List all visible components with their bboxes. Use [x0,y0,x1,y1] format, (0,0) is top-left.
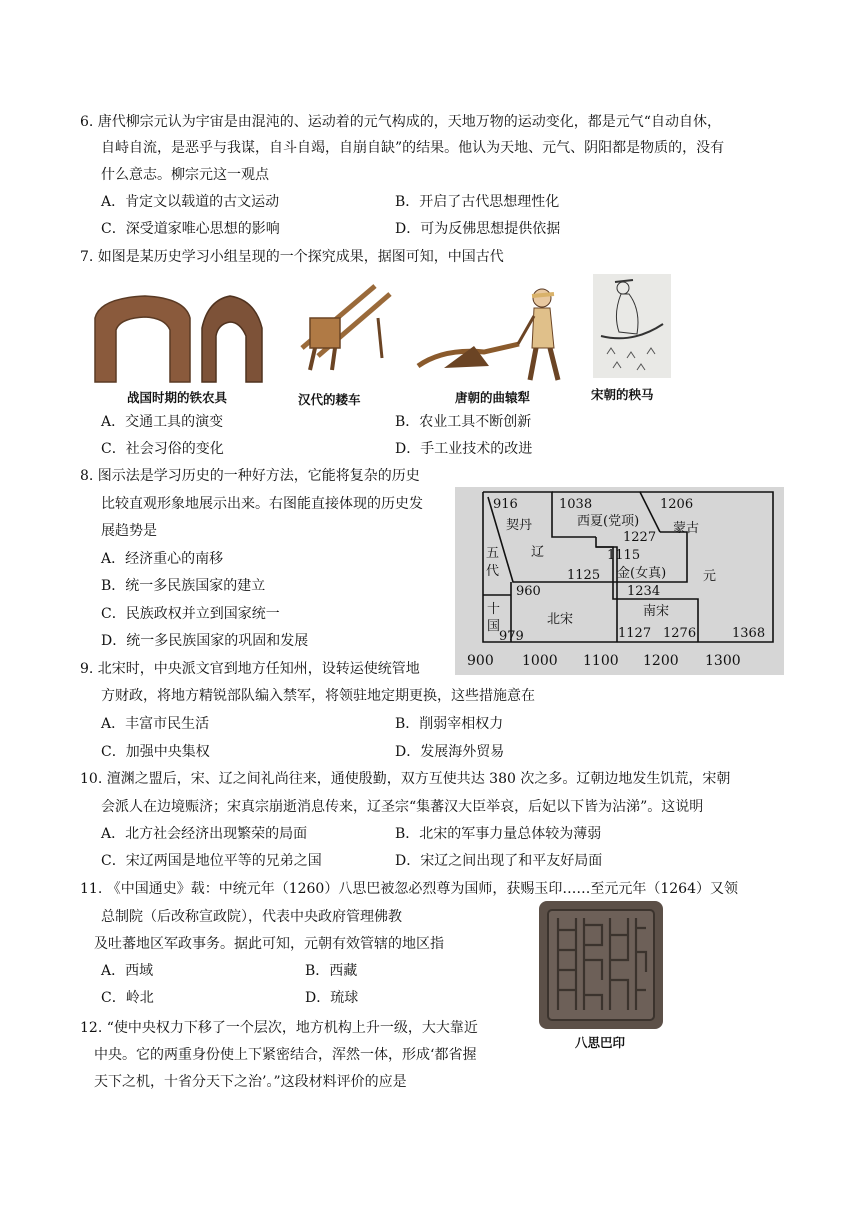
q6-stem-line1: 6. 唐代柳宗元认为宇宙是由混沌的、运动着的元气构成的，天地万物的运动变化，都是元气“自动自休， [80,114,721,130]
q11-stem-line3: 及吐蕃地区军政事务。据此可知，元朝有效管辖的地区指 [94,936,444,952]
tl-shi: 十 [487,602,501,617]
q9-option-a: A．丰富市民生活 [101,716,210,732]
q7-stem: 7. 如图是某历史学习小组呈现的一个探究成果，据图可知，中国古代 [80,249,504,265]
seed-drill-image [290,278,400,373]
tl-axis-1300: 1300 [705,653,741,669]
q8-stem-line3: 展趋势是 [101,523,157,539]
q12-stem-line1: 12. “使中央权力下移了一个层次，地方机构上升一级，大大靠近 [80,1020,478,1036]
tl-1234: 1234 [627,584,661,599]
tl-axis-1200: 1200 [643,653,679,669]
q6-stem-line3: 什么意志。柳宗元这一观点 [101,167,269,183]
curved-plow-image [414,286,574,384]
q6-stem-line2: 自峙自流，是恶乎与我谋，自斗自竭，自崩自缺”的结果。他认为天地、元气、阴阳都是物质的，没有 [101,140,725,156]
q7-option-d: D．手工业技术的改进 [395,441,533,457]
tl-1127: 1127 [618,626,652,641]
tl-wu: 五 [486,546,500,561]
dynasty-timeline-diagram [455,487,784,675]
q11-stem-line1: 11. 《中国通史》载：中统元年（1260）八思巴被忽必烈尊为国师，获赐玉印……至元元年（1264）又领 [80,881,738,897]
tl-1227: 1227 [623,530,657,545]
q10-option-a: A．北方社会经济出现繁荣的局面 [101,826,308,842]
tl-jin: 金(女真) [617,566,667,581]
q11-option-d: D．琉球 [305,990,359,1006]
q6-option-a: A．肯定文以载道的古文运动 [101,194,280,210]
phagspa-seal-image [538,900,664,1030]
q6-option-b: B．开启了古代思想理性化 [395,194,560,210]
tl-1206: 1206 [660,497,694,512]
tl-axis-900: 900 [467,653,494,669]
q7-caption-rice-horse: 宋朝的秧马 [591,387,654,402]
tl-axis-1000: 1000 [522,653,558,669]
tl-liao: 辽 [531,545,545,560]
q6-option-d: D．可为反佛思想提供依据 [395,221,561,237]
q9-option-c: C．加强中央集权 [101,744,210,760]
tl-1276: 1276 [663,626,697,641]
tl-qidan: 契丹 [506,518,533,533]
q8-stem-line1: 8. 图示法是学习历史的一种好方法，它能将复杂的历史 [80,468,420,484]
q11-option-b: B．西藏 [305,963,358,979]
q8-option-d: D．统一多民族国家的巩固和发展 [101,633,309,649]
rice-seedling-horse-image [593,274,671,378]
tl-beisong: 北宋 [547,612,574,627]
tl-nansong: 南宋 [643,604,670,619]
q11-stem-line2: 总制院（后改称宣政院），代表中央政府管理佛教 [101,909,402,925]
q6-option-c: C．深受道家唯心思想的影响 [101,221,280,237]
q7-option-c: C．社会习俗的变化 [101,441,224,457]
q8-stem-line2: 比较直观形象地展示出来。右图能直接体现的历史发 [101,496,423,512]
q11-seal-caption: 八思巴印 [575,1035,626,1050]
q8-option-a: A．经济重心的南移 [101,551,224,567]
tl-yuan: 元 [703,569,717,584]
q11-option-c: C．岭北 [101,990,154,1006]
q10-option-c: C．宋辽两国是地位平等的兄弟之国 [101,853,322,869]
q9-stem-line2: 方财政，将地方精锐部队编入禁军，将领驻地定期更换，这些措施意在 [101,688,535,704]
q7-caption-curved-plow: 唐朝的曲辕犁 [455,390,531,405]
tl-guo: 国 [487,619,501,634]
tl-916: 916 [493,497,518,512]
tl-960: 960 [516,584,541,599]
q9-stem-line1: 9. 北宋时，中央派文官到地方任知州，设转运使统管地 [80,661,420,677]
q10-stem-line2: 会派人在边境赈济；宋真宗崩逝消息传来，辽圣宗“集蕃汉大臣举哀，后妃以下皆为沾涕”。这说明 [101,799,704,815]
q12-stem-line3: 天下之机，十省分天下之治’。”这段材料评价的应是 [94,1074,407,1090]
q8-option-c: C．民族政权并立到国家统一 [101,606,280,622]
tl-1115: 1115 [607,548,641,563]
q12-stem-line2: 中央。它的两重身份使上下紧密结合，浑然一体，形成‘都省握 [94,1047,477,1063]
tl-dai: 代 [486,564,500,579]
q7-caption-iron-tools: 战国时期的铁农具 [127,390,228,405]
tl-xixia: 西夏(党项) [577,514,640,529]
q10-stem-line1: 10. 澶渊之盟后，宋、辽之间礼尚往来，通使殷勤，双方互使共达 380 次之多。辽朝边地发生饥荒，宋朝 [80,771,731,787]
tl-1038: 1038 [559,497,593,512]
q11-option-a: A．西域 [101,963,154,979]
q8-option-b: B．统一多民族国家的建立 [101,578,266,594]
tl-1125: 1125 [567,568,601,583]
tl-axis-1100: 1100 [583,653,619,669]
q10-option-d: D．宋辽之间出现了和平友好局面 [395,853,603,869]
q7-option-a: A．交通工具的演变 [101,414,224,430]
tl-979: 979 [499,629,524,644]
iron-farm-tools-image [90,290,265,385]
q7-option-b: B．农业工具不断创新 [395,414,532,430]
q7-caption-seed-drill: 汉代的耧车 [298,392,361,407]
q9-option-d: D．发展海外贸易 [395,744,505,760]
tl-1368: 1368 [732,626,766,641]
q9-option-b: B．削弱宰相权力 [395,716,504,732]
tl-menggu: 蒙古 [673,521,700,536]
q10-option-b: B．北宋的军事力量总体较为薄弱 [395,826,602,842]
